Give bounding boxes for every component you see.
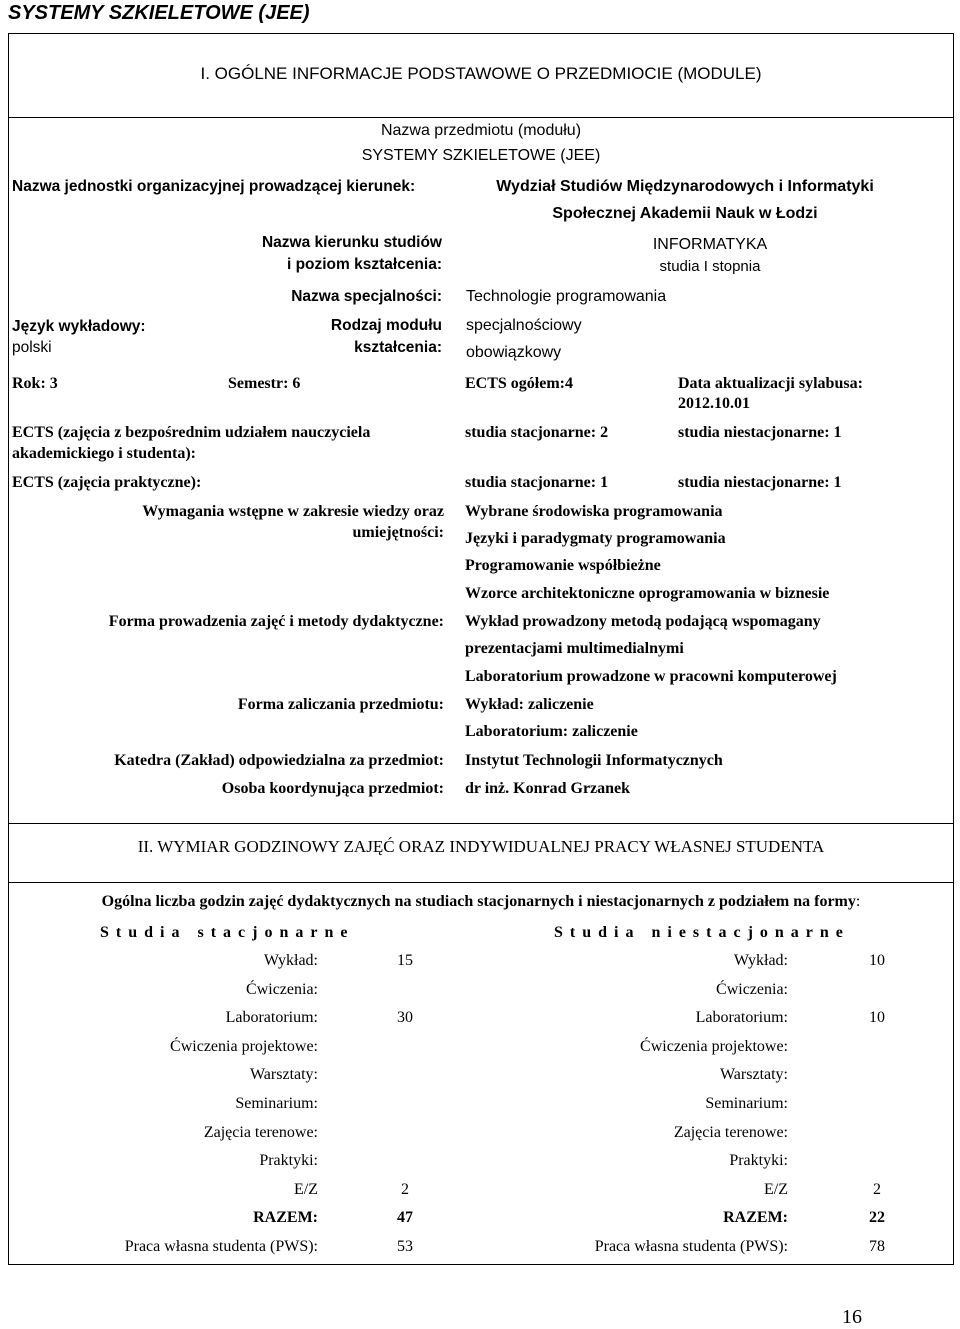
hours-intro-colon: :	[855, 893, 861, 910]
field-label-line-1: Nazwa kierunku studiów	[261, 234, 442, 251]
unit-value-line-2: Społecznej Akademii Nauk w Łodzi	[552, 205, 818, 222]
language-label: Język wykładowy:	[12, 318, 146, 335]
document-header-title: SYSTEMY SZKIELETOWE (JEE)	[8, 2, 310, 24]
ects-direct-stationary: studia stacjonarne: 2	[465, 424, 609, 441]
ects-practical-stationary: studia stacjonarne: 1	[465, 474, 609, 491]
credit-label: Forma zaliczania przedmiotu:	[237, 696, 444, 713]
part-time-row-label: Laboratorium:	[695, 1009, 788, 1026]
stationary-row-label: Laboratorium:	[225, 1009, 318, 1026]
form-item: Wykład prowadzony metodą podającą wspomagany	[465, 613, 821, 630]
stationary-row-value: 53	[397, 1238, 413, 1255]
section-2-title-divider	[9, 882, 953, 883]
part-time-row-value: 2	[873, 1181, 881, 1198]
update-value: 2012.10.01	[678, 395, 750, 412]
stationary-row-label: E/Z	[294, 1181, 318, 1198]
section-2-box	[8, 823, 954, 1265]
form-label: Forma prowadzenia zajęć i metody dydaktyczne:	[108, 613, 444, 630]
ects-direct-label-line-2: akademickiego i studenta):	[12, 445, 196, 462]
field-label-line-2: i poziom kształcenia:	[286, 256, 442, 273]
part-time-row-label: Praktyki:	[729, 1152, 788, 1169]
column-header-part-time: Studia niestacjonarne	[554, 924, 850, 941]
part-time-row-label: Wykład:	[733, 952, 788, 969]
prereq-item: Wzorce architektoniczne oprogramowania w biznesie	[465, 585, 830, 602]
stationary-row-label: Ćwiczenia projektowe:	[170, 1038, 318, 1055]
credit-item: Laboratorium: zaliczenie	[465, 723, 638, 740]
ects-direct-part-time: studia niestacjonarne: 1	[678, 424, 842, 441]
specialty-label: Nazwa specjalności:	[291, 288, 442, 305]
semester: Semestr: 6	[228, 375, 301, 392]
part-time-row-label: Ćwiczenia projektowe:	[640, 1038, 788, 1055]
module-type-value-line-1: specjalnościowy	[466, 317, 582, 334]
prereq-item: Języki i paradygmaty programowania	[465, 530, 726, 547]
credit-item: Wykład: zaliczenie	[465, 696, 594, 713]
page-number: 16	[842, 1306, 862, 1328]
stationary-row-value: 2	[401, 1181, 409, 1198]
module-type-label-line-2: kształcenia:	[354, 339, 442, 356]
part-time-row-label: Warsztaty:	[719, 1066, 788, 1083]
stationary-row-value: 47	[397, 1209, 413, 1226]
part-time-row-label: Ćwiczenia:	[716, 981, 788, 998]
subject-label: Nazwa przedmiotu (modułu)	[380, 122, 582, 139]
part-time-row-value: 10	[869, 952, 885, 969]
part-time-row-label: Seminarium:	[705, 1095, 788, 1112]
stationary-row-label: Praca własna studenta (PWS):	[124, 1238, 318, 1255]
hours-intro-text: Ogólna liczba godzin zajęć dydaktycznych na studiach stacjonarnych i niestacjonarnych z podziałem na formy	[101, 893, 856, 910]
stationary-row-value: 30	[397, 1009, 413, 1026]
department-label: Katedra (Zakład) odpowiedzialna za przedmiot:	[114, 752, 444, 769]
prereq-item: Wybrane środowiska programowania	[465, 503, 723, 520]
field-value-line-1: INFORMATYKA	[652, 236, 768, 253]
prereq-label-line-1: Wymagania wstępne w zakresie wiedzy oraz	[142, 503, 444, 520]
coordinator-value: dr inż. Konrad Grzanek	[465, 780, 631, 797]
part-time-row-label: Praca własna studenta (PWS):	[594, 1238, 788, 1255]
stationary-row-label: Seminarium:	[235, 1095, 318, 1112]
module-type-label-line-1: Rodzaj modułu	[330, 317, 442, 334]
section-1-title: I. OGÓLNE INFORMACJE PODSTAWOWE O PRZEDMIOCIE (MODULE)	[200, 64, 762, 83]
form-item: Laboratorium prowadzone w pracowni komputerowej	[465, 668, 837, 685]
language-value: polski	[12, 339, 52, 356]
ects-total: ECTS ogółem:4	[465, 375, 573, 392]
ects-direct-label-line-1: ECTS (zajęcia z bezpośrednim udziałem nauczyciela	[12, 424, 371, 441]
part-time-row-value: 10	[869, 1009, 885, 1026]
part-time-row-label: Zajęcia terenowe:	[673, 1124, 788, 1141]
section-2-title-text: II. WYMIAR GODZINOWY ZAJĘĆ ORAZ INDYWIDUALNEJ PRACY WŁASNEJ STUDENTA	[137, 837, 825, 856]
form-item: prezentacjami multimedialnymi	[465, 640, 684, 657]
year: Rok: 3	[12, 375, 58, 392]
subject-name: SYSTEMY SZKIELETOWE (JEE)	[361, 147, 601, 164]
stationary-row-label: RAZEM:	[253, 1209, 318, 1226]
stationary-row-label: Zajęcia terenowe:	[203, 1124, 318, 1141]
stationary-row-label: Praktyki:	[259, 1152, 318, 1169]
field-value-line-2: studia I stopnia	[659, 258, 761, 275]
section-1-title-divider	[9, 117, 953, 118]
stationary-row-label: Ćwiczenia:	[246, 981, 318, 998]
ects-practical-part-time: studia niestacjonarne: 1	[678, 474, 842, 491]
column-header-stationary: Studia stacjonarne	[100, 924, 355, 941]
unit-label: Nazwa jednostki organizacyjnej prowadzącej kierunek:	[12, 178, 416, 195]
specialty-value: Technologie programowania	[466, 288, 667, 305]
part-time-row-label: RAZEM:	[723, 1209, 788, 1226]
part-time-row-label: E/Z	[764, 1181, 788, 1198]
stationary-row-label: Warsztaty:	[249, 1066, 318, 1083]
section-2-title	[9, 837, 953, 857]
department-value: Instytut Technologii Informatycznych	[465, 752, 723, 769]
part-time-row-value: 22	[869, 1209, 885, 1226]
update-label: Data aktualizacji sylabusa:	[678, 375, 863, 392]
hours-intro	[9, 893, 953, 911]
ects-practical-label: ECTS (zajęcia praktyczne):	[12, 474, 202, 491]
prereq-item: Programowanie współbieżne	[465, 557, 661, 574]
module-type-value-line-2: obowiązkowy	[466, 344, 562, 361]
prereq-label-line-2: umiejętności:	[352, 524, 444, 541]
stationary-row-label: Wykład:	[263, 952, 318, 969]
stationary-row-value: 15	[397, 952, 413, 969]
unit-value-line-1: Wydział Studiów Międzynarodowych i Informatyki	[496, 178, 874, 195]
coordinator-label: Osoba koordynująca przedmiot:	[221, 780, 444, 797]
part-time-row-value: 78	[869, 1238, 885, 1255]
